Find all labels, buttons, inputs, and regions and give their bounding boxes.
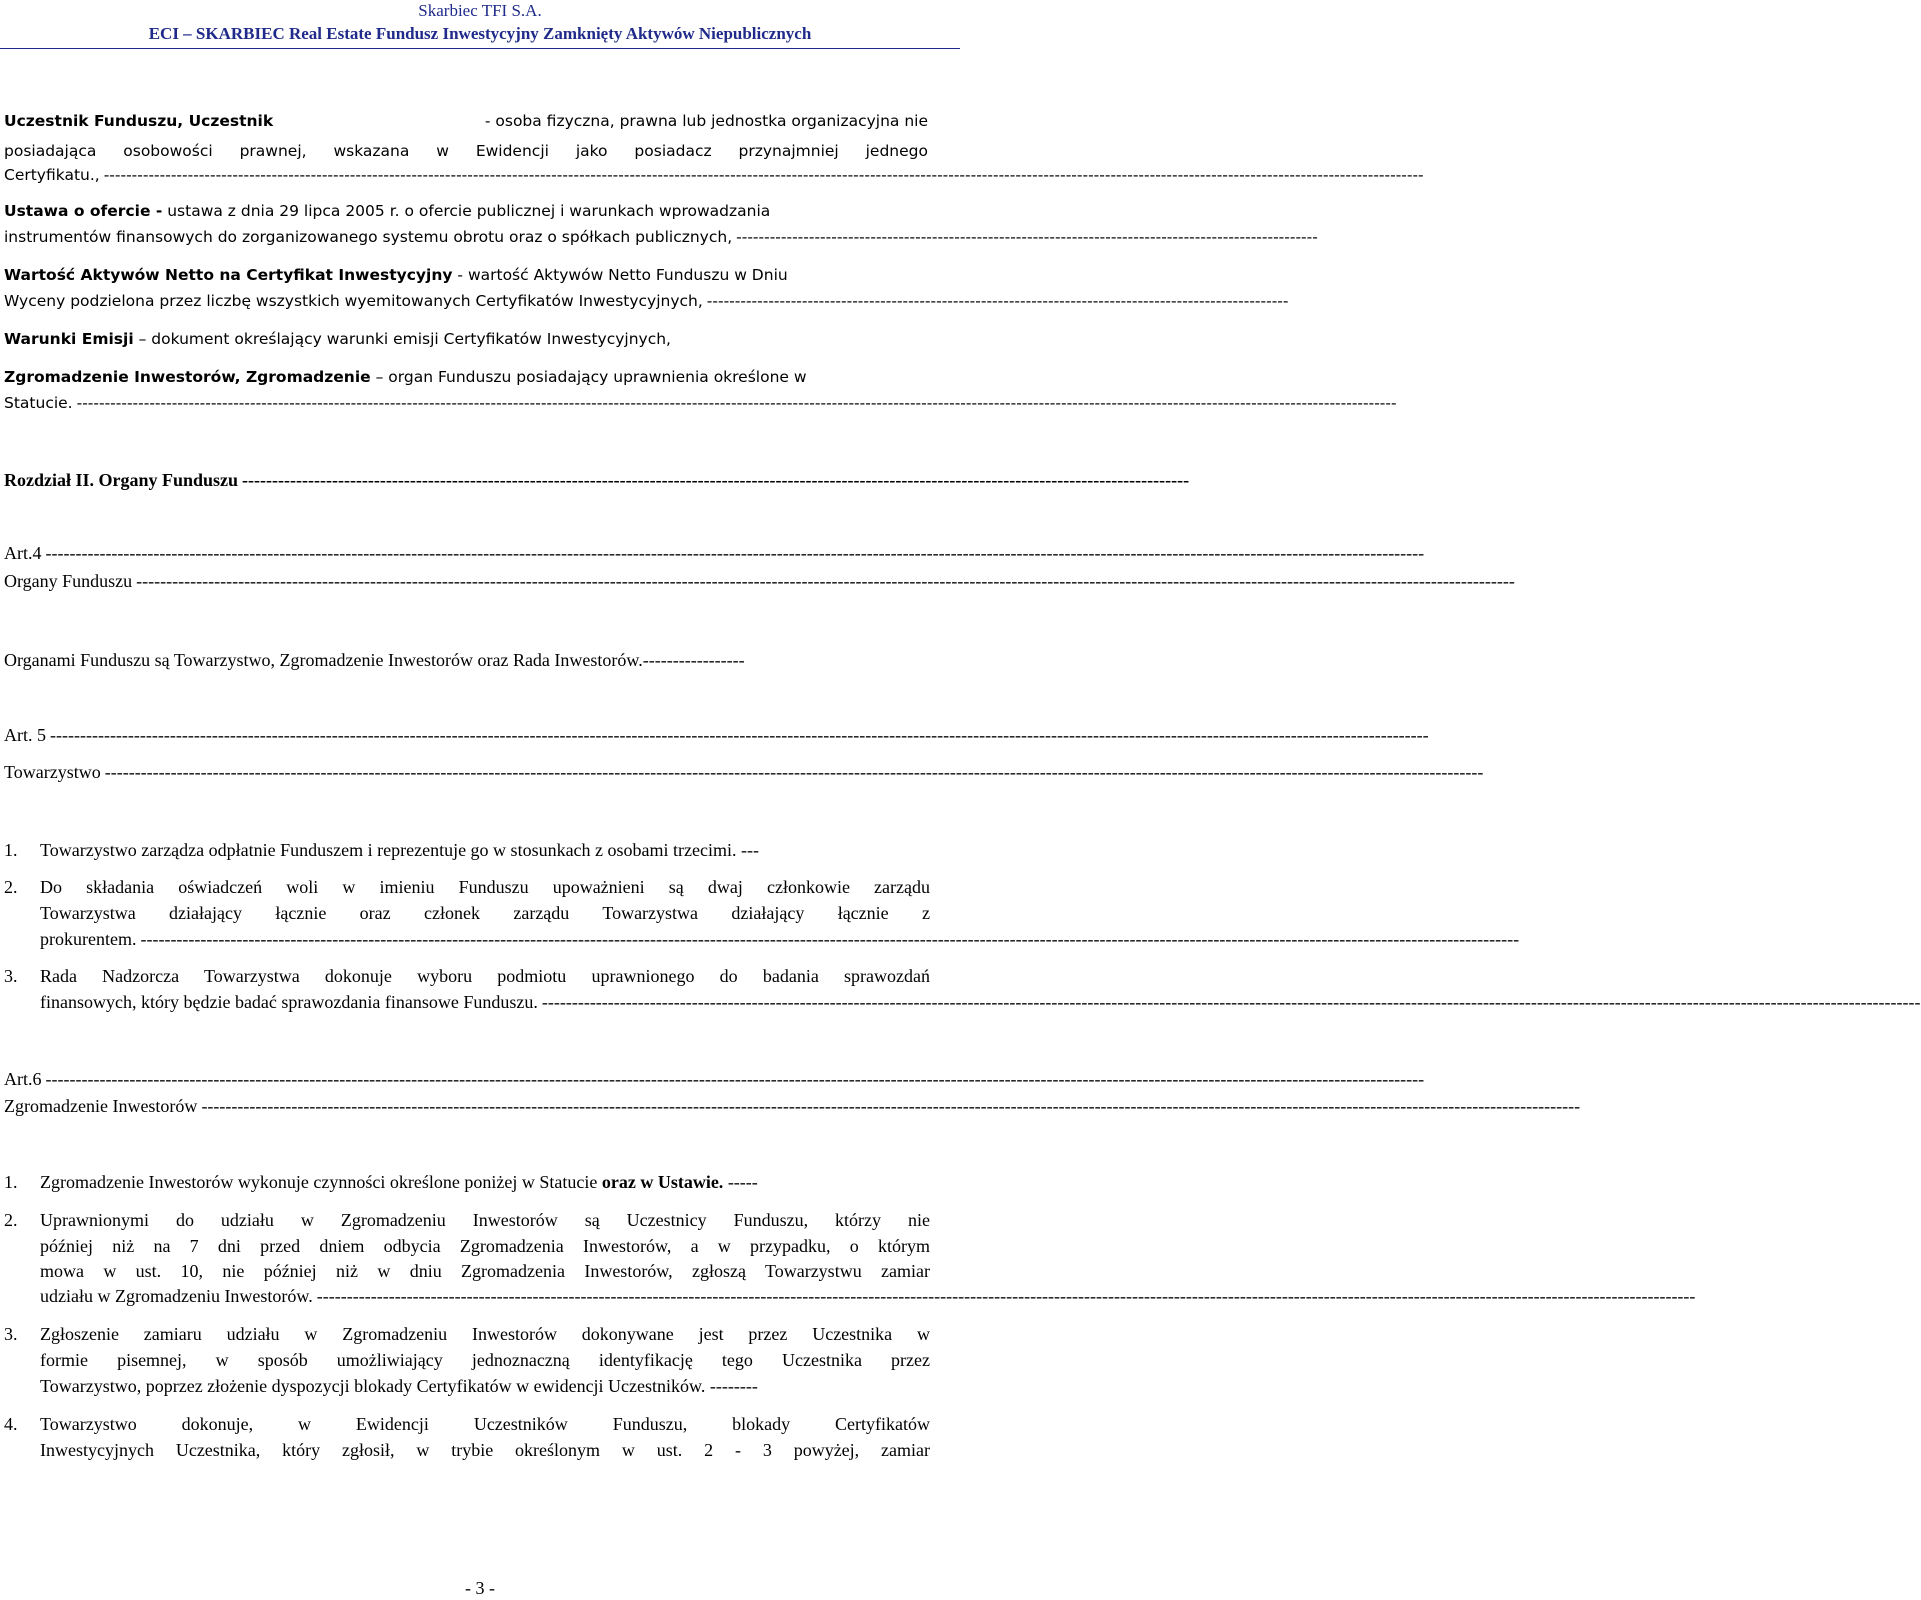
- def-uczestnik-text1: - osoba fizyczna, prawna lub jednostka organizacyjna nie: [484, 112, 928, 130]
- art4-title: Organy Funduszu: [4, 571, 133, 591]
- art6-p3-line2: formie pisemnej, w sposób umożliwiający jednoznaczną identyfikację tego Uczestnika przez: [40, 1350, 930, 1370]
- def-ustawa-line2: instrumentów finansowych do zorganizowanego systemu obrotu oraz o spółkach publicznych, --------------------------------------------------------------------------------------------------------: [4, 228, 1318, 246]
- art6-title-line: Zgromadzenie Inwestorów --------------------------------------------------------------------------------------------------------------------------------------------------------------------------------------------------------------------------------------: [4, 1096, 1581, 1116]
- art5-p1-text: Towarzystwo zarządza odpłatnie Funduszem i reprezentuje go w stosunkach z osobami trzecimi. ---: [40, 840, 759, 860]
- art5-p2-line3: prokurentem. --------------------------------------------------------------------------------------------------------------------------------------------------------------------------------------------------------------------------------------: [40, 929, 1520, 949]
- art6-title: Zgromadzenie Inwestorów: [4, 1096, 198, 1116]
- page-number: - 3 -: [465, 1578, 495, 1598]
- def-uczestnik-term: Uczestnik Funduszu, Uczestnik: [4, 112, 274, 130]
- def-ustawa-term: Ustawa o ofercie -: [4, 202, 163, 220]
- def-uczestnik-line2: posiadająca osobowości prawnej, wskazana w Ewidencji jako posiadacz przynajmniej jednego: [4, 142, 928, 160]
- art5-number-line: Art. 5 --------------------------------------------------------------------------------------------------------------------------------------------------------------------------------------------------------------------------------------: [4, 725, 1429, 745]
- def-uczestnik-text3: Certyfikatu.,: [4, 166, 100, 184]
- art4-body-text: Organami Funduszu są Towarzystwo, Zgromadzenie Inwestorów oraz Rada Inwestorów.: [4, 650, 643, 670]
- art6-p2-line1: Uprawnionymi do udziału w Zgromadzeniu Inwestorów są Uczestnicy Funduszu, którzy nie: [40, 1210, 930, 1230]
- def-wartosc-term: Wartość Aktywów Netto na Certyfikat Inwestycyjny: [4, 266, 453, 284]
- def-wartosc-text1: - wartość Aktywów Netto Funduszu w Dniu: [457, 266, 788, 284]
- art4-number-line: Art.4 --------------------------------------------------------------------------------------------------------------------------------------------------------------------------------------------------------------------------------------: [4, 543, 1425, 563]
- header-fund-name: ECI – SKARBIEC Real Estate Fundusz Inwestycyjny Zamknięty Aktywów Niepublicznych: [148, 24, 812, 43]
- art4-body-dashes: -----------------: [642, 650, 745, 670]
- def-ustawa-text1: ustawa z dnia 29 lipca 2005 r. o ofercie publicznej i warunkach wprowadzania: [167, 202, 771, 220]
- art5-title-line: Towarzystwo --------------------------------------------------------------------------------------------------------------------------------------------------------------------------------------------------------------------------------------: [4, 762, 1484, 782]
- header-rule: [0, 48, 960, 49]
- def-warunki-text1: – dokument określający warunki emisji Certyfikatów Inwestycyjnych,: [138, 330, 671, 348]
- art6-p2-number: 2.: [4, 1210, 18, 1230]
- def-warunki-term: Warunki Emisji: [4, 330, 134, 348]
- art5-p3-line1: Rada Nadzorcza Towarzystwa dokonuje wyboru podmiotu uprawnionego do badania sprawozdań: [40, 966, 930, 986]
- art6-p4-line2: Inwestycyjnych Uczestnika, który zgłosił, w trybie określonym w ust. 2 - 3 powyżej, zamiar: [40, 1440, 930, 1460]
- art4-title-line: Organy Funduszu --------------------------------------------------------------------------------------------------------------------------------------------------------------------------------------------------------------------------------------: [4, 571, 1515, 591]
- def-ustawa-line1: [4, 202, 940, 220]
- art6-p2-text4: udziału w Zgromadzeniu Inwestorów.: [40, 1286, 313, 1306]
- art6-p4-line1: Towarzystwo dokonuje, w Ewidencji Uczestników Funduszu, blokady Certyfikatów: [40, 1414, 930, 1434]
- art5-p3-line2: finansowych, który będzie badać sprawozdania finansowe Funduszu. --------------------------------------------------------------------------------------------------------------------------------------------------------------------------------------------------------------------------------------: [40, 992, 1921, 1012]
- art6-p2-line4: udziału w Zgromadzeniu Inwestorów. --------------------------------------------------------------------------------------------------------------------------------------------------------------------------------------------------------------------------------------: [40, 1286, 1696, 1306]
- def-uczestnik-line3: Certyfikatu., --------------------------------------------------------------------------------------------------------------------------------------------------------------------------------------------------------------------------------------------: [4, 166, 1424, 184]
- art6-p1-text-a: Zgromadzenie Inwestorów wykonuje czynności określone poniżej w Statucie: [40, 1172, 598, 1192]
- art5-p1-number: 1.: [4, 840, 18, 860]
- art5-number: Art. 5: [4, 725, 46, 745]
- art6-p1-text-b: oraz w Ustawie.: [601, 1172, 724, 1192]
- art5-p2-line1: Do składania oświadczeń woli w imieniu Funduszu upoważnieni są dwaj członkowie zarządu: [40, 877, 930, 897]
- art5-p3-text2: finansowych, który będzie badać sprawozdania finansowe Funduszu.: [40, 992, 538, 1012]
- art6-p1-text-c: -----: [727, 1172, 758, 1192]
- art4-body: [4, 650, 940, 671]
- art5-p2-number: 2.: [4, 877, 18, 897]
- chapter-heading: Rozdział II. Organy Funduszu --------------------------------------------------------------------------------------------------------------------------------------------------------------: [4, 470, 1190, 490]
- def-zgromadzenie-line2: Statucie. --------------------------------------------------------------------------------------------------------------------------------------------------------------------------------------------------------------------------------------------: [4, 394, 1397, 412]
- def-warunki-line1: [4, 330, 940, 348]
- def-zgromadzenie-text2: Statucie.: [4, 394, 73, 412]
- art6-number-line: Art.6 --------------------------------------------------------------------------------------------------------------------------------------------------------------------------------------------------------------------------------------: [4, 1069, 1425, 1089]
- art5-p2-text3: prokurentem.: [40, 929, 137, 949]
- chapter-title: Rozdział II. Organy Funduszu: [4, 470, 239, 490]
- def-ustawa-text2: instrumentów finansowych do zorganizowanego systemu obrotu oraz o spółkach publicznych,: [4, 228, 733, 246]
- def-uczestnik-line1: [4, 112, 928, 130]
- art4-number: Art.4: [4, 543, 42, 563]
- art6-p4-number: 4.: [4, 1414, 18, 1434]
- art6-p3-line1: Zgłoszenie zamiaru udziału w Zgromadzeniu Inwestorów dokonywane jest przez Uczestnika w: [40, 1324, 930, 1344]
- def-zgromadzenie-line1: [4, 368, 940, 386]
- art5-p2-line2: Towarzystwa działający łącznie oraz członek zarządu Towarzystwa działający łącznie z: [40, 903, 930, 923]
- def-wartosc-text2: Wyceny podzielona przez liczbę wszystkich wyemitowanych Certyfikatów Inwestycyjnych,: [4, 292, 703, 310]
- art6-p2-line3: mowa w ust. 10, nie później niż w dniu Zgromadzenia Inwestorów, zgłoszą Towarzystwu zamiar: [40, 1261, 930, 1281]
- header-company: Skarbiec TFI S.A.: [418, 1, 542, 20]
- art6-p2-line2: później niż na 7 dni przed dniem odbycia Zgromadzenia Inwestorów, a w przypadku, o którym: [40, 1236, 930, 1256]
- art5-title: Towarzystwo: [4, 762, 101, 782]
- def-wartosc-line1: [4, 266, 940, 284]
- def-wartosc-line2: Wyceny podzielona przez liczbę wszystkich wyemitowanych Certyfikatów Inwestycyjnych, --------------------------------------------------------------------------------------------------------: [4, 292, 1289, 310]
- art6-p3-number: 3.: [4, 1324, 18, 1344]
- art6-number: Art.6: [4, 1069, 42, 1089]
- def-zgromadzenie-text1: – organ Funduszu posiadający uprawnienia określone w: [375, 368, 807, 386]
- def-zgromadzenie-term: Zgromadzenie Inwestorów, Zgromadzenie: [4, 368, 371, 386]
- art6-p1-number: 1.: [4, 1172, 18, 1192]
- art6-p1-text: [40, 1172, 940, 1193]
- art6-p3-line3: Towarzystwo, poprzez złożenie dyspozycji blokady Certyfikatów w ewidencji Uczestników. --------: [40, 1376, 758, 1396]
- art5-p3-number: 3.: [4, 966, 18, 986]
